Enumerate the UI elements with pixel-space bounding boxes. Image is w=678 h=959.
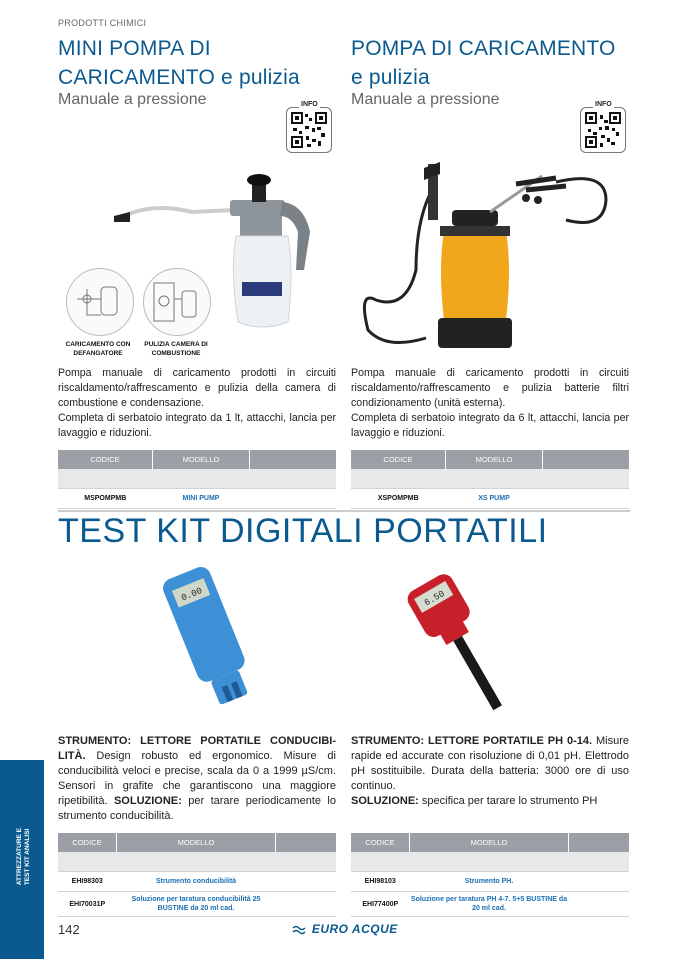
conductivity-description <box>58 734 336 824</box>
col-codice: CODICE <box>58 833 117 852</box>
qr-info-label-1: INFO <box>301 101 318 108</box>
col-modello: MODELLO <box>410 833 569 852</box>
page-number: 142 <box>58 922 80 937</box>
side-tab-line2: TEST KIT ANALISI <box>24 828 31 885</box>
row-model: Soluzione per taratura conducibilità 25 BUSTINE da 20 ml cad. <box>117 892 276 917</box>
product1-subtitle: Manuale a pressione <box>58 91 207 108</box>
ph-description <box>351 734 629 809</box>
table-row <box>351 489 629 509</box>
side-tab-label <box>16 828 32 885</box>
ph-strumento-text: Misure rapide ed accurate con risoluzione di 0,01 pH. Elettrodo pH sostituibile. Durata della batteria: 3000 ore di uso continuo. <box>351 735 630 792</box>
test-kit-title: TEST KIT DIGITALI PORTATILI <box>58 512 548 550</box>
qr-code-icon <box>287 108 331 152</box>
product1-description <box>58 366 336 441</box>
row-model: XS PUMP <box>446 489 543 509</box>
row-code: EHI70031P <box>58 892 117 917</box>
illustration-label-1: CARICAMENTO CON DEFANGATORE <box>65 341 131 357</box>
conductivity-soluzione-label: SOLUZIONE: <box>107 795 182 807</box>
row-model: Soluzione per taratura PH 4-7. 5+5 BUSTINE da 20 ml cad. <box>410 892 569 917</box>
illustration-label-2: PULIZIA CAMERA DI COMBUSTIONE <box>144 341 208 357</box>
product2-description <box>351 366 629 441</box>
qr-code-1[interactable] <box>286 107 332 153</box>
col-codice: CODICE <box>351 833 410 852</box>
product1-table <box>58 450 336 509</box>
wave-icon <box>292 924 308 936</box>
conductivity-strumento-text: Design robusto ed ergonomico. Misure di conducibilità veloci e precise, scala da 0 a 1999 µS/cm. Sensori in grafite che garantiscono una maggiore ripetibilità. <box>58 750 336 807</box>
defangatore-illustration <box>66 268 134 336</box>
row-model: MINI PUMP <box>153 489 250 509</box>
conductivity-table <box>58 833 336 917</box>
col-extra <box>569 833 630 852</box>
side-category-tab[interactable] <box>0 760 44 959</box>
row-code: EHI77400P <box>351 892 410 917</box>
ph-soluzione-text: specifica per tarare lo strumento PH <box>418 795 598 807</box>
table-row <box>58 872 336 892</box>
combustione-diagram-icon <box>144 269 210 335</box>
product1-title-line1: MINI POMPA DI <box>58 37 211 60</box>
section-label: PRODOTTI CHIMICI <box>58 18 147 28</box>
col-codice: CODICE <box>58 450 153 469</box>
logo-text: EURO ACQUE <box>311 922 398 936</box>
table-row <box>58 489 336 509</box>
qr-code-icon <box>581 108 625 152</box>
combustione-illustration <box>143 268 211 336</box>
col-modello: MODELLO <box>446 450 543 469</box>
ph-soluzione-label: SOLUZIONE: <box>351 795 419 807</box>
ph-meter-image <box>402 566 532 716</box>
table-row <box>351 892 629 917</box>
side-tab-line1: ATTREZZATURE E <box>16 828 23 886</box>
col-modello: MODELLO <box>117 833 276 852</box>
conductivity-soluzione-text: per tarare periodicamente lo strumento conducibilità. <box>58 795 336 822</box>
col-extra <box>543 450 630 469</box>
ph-table <box>351 833 629 917</box>
col-extra <box>250 450 337 469</box>
product1-title-line2: CARICAMENTO e pulizia <box>58 66 300 89</box>
qr-info-label-2: INFO <box>595 101 612 108</box>
product2-description-text2: Completa di serbatoio integrato da 6 lt, attacchi, lancia per lavaggio e riduzioni. <box>351 412 629 439</box>
product2-table <box>351 450 629 509</box>
xs-pump-image <box>356 160 626 360</box>
table-row <box>351 872 629 892</box>
ph-display: 6.50 <box>422 588 447 609</box>
row-model: Strumento conducibilità <box>117 872 276 892</box>
product1-description-text: Pompa manuale di caricamento prodotti in circuiti riscaldamento/raffrescamento e pulizia della camera di combustione e condensazione. <box>58 367 336 409</box>
conductivity-display: 0.00 <box>179 586 204 604</box>
col-extra <box>276 833 337 852</box>
qr-code-2[interactable] <box>580 107 626 153</box>
row-code: MSPOMPMB <box>58 489 153 509</box>
conductivity-strumento-label: STRUMENTO: LETTORE PORTATILE CONDUCIBI-LITÀ. <box>58 735 336 762</box>
table-row <box>58 892 336 917</box>
product1-description-text2: Completa di serbatoio integrato da 1 lt, attacchi, lancia per lavaggio e riduzioni. <box>58 412 336 439</box>
defangatore-diagram-icon <box>67 269 133 335</box>
row-code: EHI98303 <box>58 872 117 892</box>
product2-title-line2: e pulizia <box>351 66 430 89</box>
product2-description-text: Pompa manuale di caricamento prodotti in circuiti riscaldamento/raffrescamento e pulizia batterie filtri condizionamento (unità esterna). <box>351 367 629 409</box>
conductivity-meter-image <box>140 562 280 712</box>
col-codice: CODICE <box>351 450 446 469</box>
row-code: XSPOMPMB <box>351 489 446 509</box>
row-model: Strumento PH. <box>410 872 569 892</box>
ph-strumento-label: STRUMENTO: LETTORE PORTATILE PH 0-14. <box>351 735 593 747</box>
product2-title <box>351 34 616 92</box>
euro-acque-logo <box>292 922 398 936</box>
product2-title-line1: POMPA DI CARICAMENTO <box>351 37 616 60</box>
product1-title <box>58 34 300 92</box>
row-code: EHI98103 <box>351 872 410 892</box>
col-modello: MODELLO <box>153 450 250 469</box>
product2-subtitle: Manuale a pressione <box>351 91 500 108</box>
